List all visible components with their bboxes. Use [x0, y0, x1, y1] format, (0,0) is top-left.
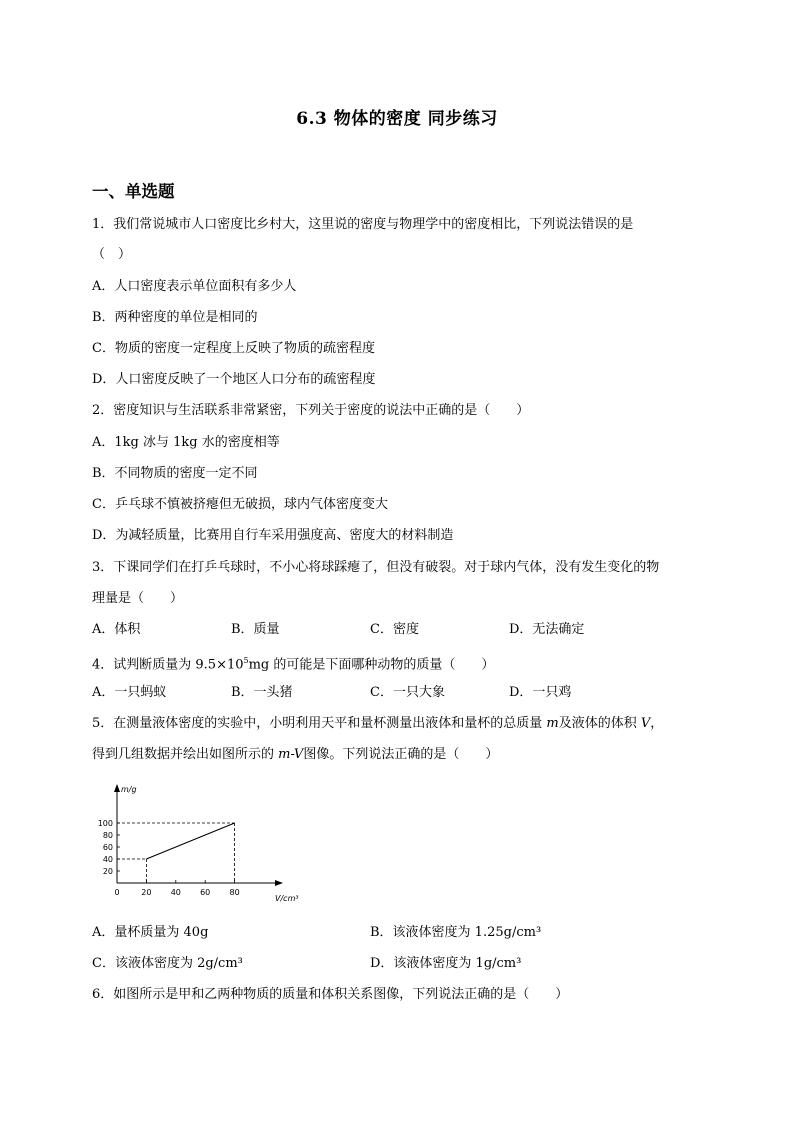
question-4-exponent: 5 [243, 656, 249, 665]
y-tick-label: 20 [102, 867, 113, 876]
y-tick-label: 100 [97, 819, 113, 828]
question-5-stem [92, 715, 663, 733]
x-tick-label: 20 [141, 888, 152, 897]
x-axis-arrow [275, 880, 283, 886]
question-1-option-c: C．物质的密度一定程度上反映了物质的疏密程度 [92, 341, 375, 356]
question-2-option-a: A．1kg 冰与 1kg 水的密度相等 [92, 435, 280, 450]
x-tick-label: 0 [114, 888, 120, 897]
question-4-option-b: B．一头猪 [231, 685, 293, 700]
question-5-stem-b: 及液体的体积 [558, 716, 641, 731]
question-4-option-a: A．一只蚂蚁 [92, 685, 167, 700]
question-5-stem-a: 5．在测量液体密度的实验中，小明利用天平和量杯测量出液体和量杯的总质量 [92, 716, 547, 731]
question-4-stem-pre: 4．试判断质量为 9.5×10 [92, 657, 244, 673]
question-5-option-d: D．该液体密度为 1g/cm³ [370, 956, 522, 971]
question-5-var-m: m [546, 716, 559, 731]
question-5-option-a: A．量杯质量为 40g [92, 925, 209, 940]
question-5-stem-c: ， [650, 716, 664, 731]
question-1-option-d: D．人口密度反映了一个地区人口分布的疏密程度 [92, 372, 376, 387]
question-1-option-a: A．人口密度表示单位面积有多少人 [92, 279, 297, 294]
x-axis-label: V/cm³ [275, 894, 299, 903]
question-5-stem-cont-b: 图像。下列说法正确的是（ ） [303, 747, 499, 762]
question-5-var-v: V [640, 716, 651, 731]
question-2-option-c: C．乒乓球不慎被挤瘪但无破损，球内气体密度变大 [92, 497, 388, 512]
question-3-option-b: B．质量 [231, 622, 280, 637]
question-2-option-d: D．为减轻质量，比赛用自行车采用强度高、密度大的材料制造 [92, 528, 454, 543]
question-3-option-c: C．密度 [370, 622, 419, 637]
question-5-option-b: B．该液体密度为 1.25g/cm³ [370, 925, 542, 940]
m-v-graph [92, 783, 322, 903]
x-tick-label: 80 [229, 888, 240, 897]
x-tick-label: 60 [200, 888, 211, 897]
section-heading: 一、单选题 [92, 182, 175, 201]
question-5-stem-cont [92, 746, 498, 764]
question-3-option-a: A．体积 [92, 622, 141, 637]
question-1-stem: 1．我们常说城市人口密度比乡村大，这里说的密度与物理学中的密度相比，下列说法错误的是 [92, 217, 634, 232]
question-2-stem: 2．密度知识与生活联系非常紧密，下列关于密度的说法中正确的是（ ） [92, 403, 530, 418]
question-3-stem-cont: 理量是（ ） [92, 591, 184, 606]
question-5-var-mv: m-V [278, 747, 304, 762]
question-3-stem: 3．下课同学们在打乒乓球时，不小心将球踩瘪了，但没有破裂。对于球内气体，没有发生变化的物 [92, 560, 660, 575]
question-4-stem-post: mg 的可能是下面哪种动物的质量（ ） [248, 657, 495, 673]
y-tick-label: 80 [102, 831, 113, 840]
x-tick-label: 40 [170, 888, 181, 897]
question-6-stem: 6．如图所示是甲和乙两种物质的质量和体积关系图像，下列说法正确的是（ ） [92, 987, 569, 1002]
question-4-stem [92, 652, 494, 674]
question-1-stem-cont: （ ） [92, 247, 132, 262]
page-title: 6.3 物体的密度 同步练习 [296, 109, 498, 129]
question-4-option-c: C．一只大象 [370, 685, 445, 700]
question-2-option-b: B．不同物质的密度一定不同 [92, 466, 258, 481]
question-5-stem-cont-a: 得到几组数据并绘出如图所示的 [92, 747, 279, 762]
y-tick-label: 40 [102, 855, 113, 864]
y-axis-arrow [114, 784, 120, 792]
y-tick-label: 60 [102, 843, 113, 852]
y-axis-label: m/g [121, 785, 137, 794]
question-3-option-d: D．无法确定 [509, 622, 585, 637]
question-1-option-b: B．两种密度的单位是相同的 [92, 310, 258, 325]
data-line [146, 823, 234, 859]
question-5-option-c: C．该液体密度为 2g/cm³ [92, 956, 243, 971]
question-4-option-d: D．一只鸡 [509, 685, 572, 700]
